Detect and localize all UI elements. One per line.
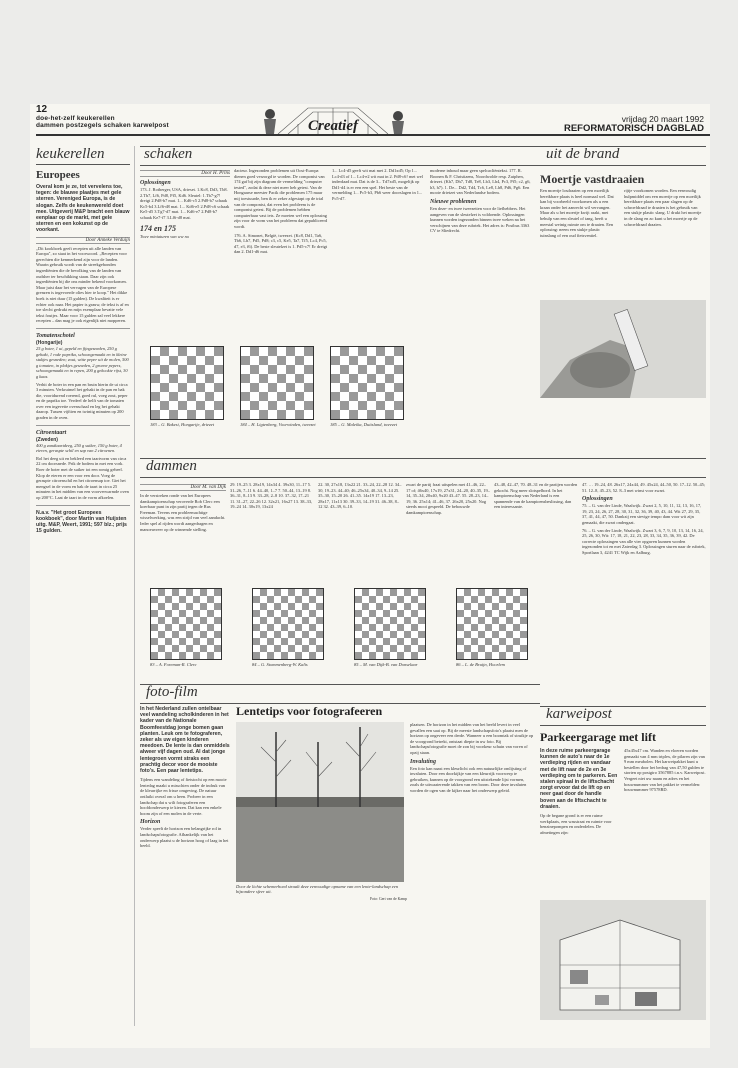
karweipost-col2 xyxy=(624,748,706,898)
fotofilm-photo xyxy=(236,722,404,882)
schaken-diagram-sub: Twee miniaturen van ww no xyxy=(140,233,190,239)
chess-diagram-185 xyxy=(330,346,404,420)
dammen-col3-text: 22. 30, 27x18, 13x22 21. 33–24, 22–28 12. 34–30, 19–23. 44–40; 46–25x34, 40–34, 9–14 25. 35–30, 15–20 26. 41–35. 14x19 17. 13–23, 28x17, 11x13 30. 39–33, 14–19 31. 46–38, 8–12 32. 43–39, 6–10. xyxy=(318,482,402,510)
recipe2-ingredients: 400 g zandtaartdeeg, 250 g suiker, 150 g boter, 4 eieren, geraspte schil en sap van 2 citroenen. xyxy=(36,442,122,454)
schaken-col1-text: 173. J. Rotberger, USA, drieset. 1.Kc8, Dd3, Tb8. 2.Tb7, Lf6, Pd8, Pf5, Kd6. Sleutel: 1.Tb7-g7! dreigt 2.Pd8-b7 mat. 1... Kd6-c5 2.Pd8-b7 schaak Kc5-b4 3.Lf6-d8 mat. 1... Kd6-e5 2.Pd8-c6 schaak Ke5-d5 3.Tg7-d7 mat. 1... Kd6-e7 2.Pd8-b7 schaak Ke7-f7 3.Lf6-d8 mat. xyxy=(140,187,230,220)
dammen-col6b-text: 75. – G. van der Linde, Waalwijk. Zwart 2, 5, 10, 11, 12, 13, 16, 17, 19, 23, 24, 26, 27, 28, 30, 31, 32, 36, 39, 40, 43, 44. Wit 27, 29, 35, 37, 41, 44, 47, 50. Dankzij een stevige tempo dam voor wit zijn gemaakt, die zwart ondergaat. xyxy=(582,503,702,525)
dammen-col1-text: In de verstreken ronde van het Europees damkampioenschap veroverde Rob Clerc een koerbaar punt in zijn partij tegen de Rus Freeman. Tevens een probleemachtige wisselwerking, was een strijd van veel aandacht. Ieder spel al rijden wordt aangedragen en manoeuvreer op de winnende stelling. xyxy=(140,493,226,532)
uitdebrand-section-title: uit de brand xyxy=(546,146,620,162)
recipe1-body: Verhit de boter in een pan en bruin hierin de ui circa 3 minuten. Verkruimel het gehakt in de pan en bak die, voortdurend roerend, goed rul, voeg zout, peper en de paprika toe. Verdeel de helft van de tomaten over een ingevette ovenschaal en leg het gehakt daarop. Tussen vijftien en twintig minuten op 200 graden in de oven. xyxy=(36,381,128,421)
keukerellen-byline: Door Anneke Verduijn xyxy=(36,237,130,244)
fotofilm-body2b: Een foto kan naast een kleurlicht ook een natuurlijke omlijsting of invaluten. Door een doorkijkje van een kleurrijk voorwerp te gebruiken, kunnen op de voorgrond een uitstekende lijst vormen, zoals de uitwaaierende takken van een boom. Door deze invaluten worden de ogen van de kijker naar het onderwerp geleid. xyxy=(410,765,527,793)
karweipost-body2: 45x45x47 cm. Wanden en vloeren worden gemaakt van 4 mm triplex, de pilaren zijn van 9 mm meubolen. Het karweipakket kunt u bestellen door het bedrag van 47,50 gulden te storten op postgiro 3567885 t.n.v. Karweipost. Vergeet niet uw naam en adres en het bouwnummer van het pakket te vermelden: bouwnummer 97578RD. xyxy=(624,748,706,793)
fotofilm-body1: Tijdens een wandeling of fietstocht op een mooie lentedag maakt u misschien onder de indruk van de kleurrijke en frisse omgeving. De natuur ontluikt overal om u heen. Probeer in een landschap dat u wilt fotograferen een hoofdonderwerp te kiezen. Dat kan een enkele boom zijn of een molen in de verte. xyxy=(140,777,227,816)
chess-caption-183: 183 – G. Bakesi, Hongarije, driezet xyxy=(150,422,214,427)
karweipost-body1: Op de begane grond is er een ruime werkplaats, een wasstraat en ruimte voor benzinepompen en onderdelen. De afmetingen zijn: xyxy=(540,813,612,835)
keukerellen-section-title: keukerellen xyxy=(36,146,130,165)
uitdebrand-column xyxy=(540,168,706,298)
dammen-byline: Door M. van Dijk xyxy=(140,484,226,491)
draughts-caption-84: 84 – G. Stommenberg-W. Kalis xyxy=(252,662,308,667)
creatief-logo xyxy=(238,104,428,138)
schaken-byline: Door H. Prins xyxy=(140,170,230,177)
dammen-col5-text: 43–48, 42–47, 70. 48–31 en de partijen worden gekocht. Nog meer slotspelbord. In het kampioenschap van Nederland is een spannende van de kampioensbeslissing, dan een interessante. xyxy=(494,482,578,510)
schaken-col3 xyxy=(332,168,426,328)
uitdebrand-photo xyxy=(540,300,706,398)
recipe1-origin: (Hongarije) xyxy=(36,339,63,346)
fotofilm-col1 xyxy=(140,706,230,1026)
recipe1-ingredients: 25 g boter, 1 ui, gepeld en fijngesneden, 250 g gehakt, 1 rode paprika, schoongemaakt en in kleine stukjes gesneden; zout, witte peper uit de molen, 500 g tomaten, in plakjes gesneden, 2 groene pepers, schoongemaakt en in repen, 200 g gekookte rijst, 30 g kaas. xyxy=(36,345,129,379)
header-rule xyxy=(36,134,710,136)
karweipost-col1 xyxy=(540,748,618,898)
schaken-oplossingen: Oplossingen xyxy=(140,180,171,186)
dammen-col4-text: zwart de partij fraai uitspelen met 41–46, 22–17 of; 46x40, 17x19, 27x31, 24–20, 40–35, 19–14, 35–34, 20x40, 9x20 43–47. 55. 28–23, 14–19, 36. 25x14; 41–46, 37. 26x20, 25x20. Nog steeds mooi gespeeld. De bebouwde damkampioenschap. xyxy=(406,482,490,515)
karweipost-title: Parkeergarage met lift xyxy=(540,730,656,744)
recipe2-origin: (Zweden) xyxy=(36,436,58,443)
fotofilm-title: Lentetips voor fotografeeren xyxy=(236,704,383,718)
fotofilm-col3 xyxy=(410,722,534,1022)
header-date: vrijdag 20 maart 1992 xyxy=(621,114,704,124)
page-number: 12 xyxy=(36,104,48,115)
header-left-line1: doe-het-zelf keukerellen xyxy=(36,115,115,122)
fotofilm-photo-credit: Foto: Gert van de Kamp xyxy=(370,897,407,901)
fotofilm-lead: In het Nederland zullen ontelbaar veel wandeling scholkinderen in het kader van de Nationale Boomfeestdag jonge bomen gaan planten. Leuk om te fotograferen, zeker als uw eigen kinderen meedoen. De lente is dan onmiddels alweer vijf dagen oud. Al dat jonge lentegroen vormt straks een prachtig decor voor de mooiste foto's. Een paar lentetips. xyxy=(140,706,230,775)
draughts-caption-86: 86 – L. de Bruijn, Hoorlem xyxy=(456,662,505,667)
keukerellen-body: „Dit kookboek geeft recepten uit alle landen van Europa", zo staat in het voorwoord. „Recepten voor gerechten die kenmerkend zijn voor de landen. Waarin gebruik wordt van de streekgebonden ingrediënten die de bevolking van de landen van oudsher ter beschikking staan. Daar zijn ook ingrediënten bij die ons minder bekend voorkomen. Maar juist daar het vervagen van de Europese grenzen is ingevoerde olies hier te koop." Het dikke boek is niet duur (15 gulden). De kwaliteit is er echter ook naar. Het papier is grauw, de tekst is af en toe slecht gedrukt en mijn exemplaar bevatte vele tekst foutjes. Maar voor 15 gulden zal veel lekkere recepten – dan mag je ook eigenlijk niet mopperen. xyxy=(36,245,129,324)
header-paper-name: REFORMATORISCH DAGBLAD xyxy=(563,123,704,134)
fotofilm-body1b: Verder speelt de horizon een belangrijke rol in landschapsfotografie. Afhankelijk van het onderwerp plaatst u de horizon hoog of laag in het beeld. xyxy=(140,826,229,849)
recipe1-title: Tomatenschotel xyxy=(36,328,130,339)
fotofilm-invaluting: Invaluting xyxy=(410,758,437,765)
schaken-col2 xyxy=(234,168,328,328)
dammen-oplossingen: Oplossingen xyxy=(582,496,613,503)
draughts-diagram-84 xyxy=(252,588,324,660)
fotofilm-photo-caption: Door de lichte schemerhoed straalt deze eenvoudige opname van een lente-landschap een bijzondere sfeer uit. xyxy=(236,884,398,894)
chess-diagram-183 xyxy=(150,346,224,420)
draughts-caption-85: 85 – M. van Dijk-B. van Donselaar xyxy=(354,662,418,667)
dammen-col3 xyxy=(318,482,402,582)
dammen-col6 xyxy=(582,482,706,702)
draughts-diagram-85 xyxy=(354,588,426,660)
dammen-col6-text: 47. … 19–24, 48. 26x17, 24x44, 49. 45x24, 44–50, 50. 17–12. 50–45; 51. 12–8, 45–23, 52. 8–3 met winst voor zwart. xyxy=(582,482,706,493)
karweipost-section-title: karweipost xyxy=(546,706,612,722)
dammen-col1 xyxy=(140,482,226,582)
fotofilm-body2: plaatsen. De horizon in het midden van het beeld levert in veel gevallen een saai op. Bij de meeste landschapsfoto's plaatst men de horizon op ongeveer een derde. Wanneer u een boomtak of struikje op de voorgrond betrekt, ontstaat diepte in uw foto. Bij landschapsfotografie moet de zon bij voorkeur schuin van voren of opzij staan. xyxy=(410,722,534,755)
uitdebrand-title: Moertje vastdraaien xyxy=(540,172,645,186)
schaken-diagram-label: 174 en 175 xyxy=(140,223,176,233)
dammen-label-bar xyxy=(140,458,706,478)
schaken-nieuwe: Nieuwe problemen xyxy=(430,198,477,205)
recipe2-title: Citroentaart xyxy=(36,425,130,436)
karweipost-photo xyxy=(540,900,706,1020)
schaken-col2b-text: 176. A. Simonet, België, tweezet. (Kc8, Dd1, Ta6, Tb6, Lb7, Pd5, Pd8; c3, c5, Ke5, Ta7, Tf5, Lc4, Pc5, d7, e3, f6). De beste sleutelzet is 1. Pd5-c7! Er dreigt dan 2. Dd1-d6 mat. xyxy=(234,232,328,255)
dammen-col6c-text: 76. – G. van der Linde, Waalwijk. Zwart 3, 6, 7, 9, 10, 13, 14, 16, 24, 25, 26, 30, Wit: 17, 18, 21, 22, 23, 28, 33, 34, 35, 36, 39, 42. De correcte oplossingen van alle vier opgaven kunnen worden ingezonden tot en met Zaterdag 3. Oplossingen sturen naar de rubriek, Sportlaan 3, 4241 TC Wijk en Aalburg. xyxy=(582,527,706,555)
recipe2-body: Rol het deeg uit en bekleed een taartvorm van circa 22 cm doorsnede. Prik de bodem in met een vork. Roer de boter met de suiker tot een romig geheel. Klop de eieren er een voor een door. Voeg de geraspte citroenschil en het citroensap toe. Giet het mengsel in de vorm en bak de taart in circa 25 minuten in het midden van een voorverwarmde oven op 200°C. Laat de taart in de vorm afkoelen. xyxy=(36,455,129,500)
karweipost-lead: In deze ruime parkeergarage kunnen de auto's naar de 1e verdieping rijden en vandaar met de lift naar de 2e en 3e verdieping om te parkeren. Een stalen spiraal in de liftschacht zorgt ervoor dat de lift op en neer gaat door de handle boven aan de liftschacht te draaien. xyxy=(540,748,618,810)
schaken-col4 xyxy=(430,168,532,448)
schaken-col4b-text: Een deze- en twee tweezetten voor de liefhebbers. Het aangeven van de sleutelzet is voldoende. Oplossingen kunnen worden ingezonden binnen twee weken na het verschijnen van deze rubriek. Het adres is: Postbus 3363 CV te Sliedrecht. xyxy=(430,205,530,234)
draughts-diagram-83 xyxy=(150,588,222,660)
draughts-caption-83: 83 – A. Foreman-R. Clerc xyxy=(150,662,197,667)
uitdebrand-col2-text: rijtje voorkomen worden. Een eenvoudig hulpmiddel om een moertje op een moeilijk bereikbare plaats een paar slagen op de schroefdraad te draaien is het gebruik van een stukje plastic slang. U drukt het moertje in de slang en zo kunt u het moertje op de schroefdraad draaien. xyxy=(624,188,702,227)
dammen-col2-text: 29. 19–25 3. 28x19, 14x34 4. 39x30, 11–17 5. 31–26, 7–11 6. 44–40, 1–7 7. 50–44, 13–19 8. 36–31, 8–13 9. 33–28, 2–8 10. 37–32, 17–21 11. 31–27, 22–26 12. 32x21, 16x27 13. 38–33, 19–24 14. 30x19, 13x24 xyxy=(230,482,313,510)
dammen-col2 xyxy=(230,482,314,582)
uitdebrand-col1-text: Een moertje losdraaien op een moeilijk bereikbare plaats is heel normaal wel. Dat kan bij voorbeeld voorkomen als u een kraan onder het aanrecht wil vervangen. Maar als u het moertje kwijt raakt, met behulp van een sleutel of tang, heeft u meestal weinig ruimte om te draaien. Een oplossing: neem een stukje plastic tuinslang of een oud fietsventiel. xyxy=(540,188,614,238)
schaken-label-bar xyxy=(140,146,540,166)
dammen-section-title: dammen xyxy=(146,458,197,474)
chess-caption-185: 185 – G. Maleika, Duitsland, tweezet xyxy=(330,422,397,427)
dammen-col5 xyxy=(494,482,578,582)
schaken-col4-text: moderne inhoud maar geen spelcacliëntekst. 177. R. Boonen & F. Christiaens, Noordwolde resp. Zutphen, driezet. (Kh7, Dh7, Td8, Te8, Lb3, Lh4, Pc3, Pf5; c2, g6, h3, h7). 1. De... Dd2, Td4, Tc6, Le8, Lh8, Pd6, Pg6. Een mooie drietzet van Nederlandse bodem. xyxy=(430,168,531,196)
schaken-section-title: schaken xyxy=(144,146,193,162)
keukerellen-title: Europees xyxy=(36,169,80,181)
keukerellen-footer: N.a.v. "Het groot Europees kookboek", door Martin van Huijsten uitg. M&P, Weert, 1991; 597 blz.; prijs 15 gulden. xyxy=(36,505,130,535)
keukerellen-lead: Overal kom je ze, tot vervelens toe, tegen: de blauwe plaatjes met gele sterren. Vereniged Europa, is de slogan. Zelfs de keukenwereld doet mee. Uitgeverij M&P bracht een blauw eenplaar op de markt, met gele sterren en een kokunst op de voorkant. xyxy=(36,184,130,234)
draughts-diagram-86 xyxy=(456,588,528,660)
schaken-col2-text: dacteur. Ingezonden problemen uit Oost-Europa dienen goed verzorgd te worden. De componist van 174 gaf bij zijn diagram de vermelding "computer tested", zodat ik deze niet meer heb getest. Van de Hongaarse meester Pacik die problemen 175 maar mij toestuurde, ben ik er zeker afgestapt op de trial van de componist, dat even het probleem is de componist getest. Bij de problemen hebben computerbaar vast iets. Ze moeten wel een oplossing zijn voor de vorm van het probleem dat gepubliceerd wordt. xyxy=(234,168,328,229)
fotofilm-section-title: foto-film xyxy=(146,684,198,700)
keukerellen-column xyxy=(36,146,130,1026)
schaken-col1 xyxy=(140,168,230,368)
chess-diagram-184 xyxy=(240,346,314,420)
fotofilm-label-bar xyxy=(140,684,540,704)
schaken-col3-text: 1... Lc4-d5 geeft wit mat met 2. Dd1xd5; Op 1... Lc4-d3 of 1... Lc4-e2 wit mat in 2. Pd8-c6! met wel inderdaad mat. Dat is de 3... Td7xd5, mogelijk op Dd1-d4 is er een een spel. Het beste van de vermelding 1... Pc5-b3, Pb6 weer doorslagen in 1... Pc5-d7. xyxy=(332,168,423,201)
dammen-col4 xyxy=(406,482,490,582)
fotofilm-horizon: Horizon xyxy=(140,819,161,826)
logo-text: Creatief xyxy=(308,118,358,134)
header-left-line2: dammen postzegels schaken karwelpost xyxy=(36,122,169,129)
chess-caption-184: 184 – H. Ligtenberg, Voorwinden, tweezet xyxy=(240,422,316,427)
column-separator xyxy=(134,146,135,1026)
